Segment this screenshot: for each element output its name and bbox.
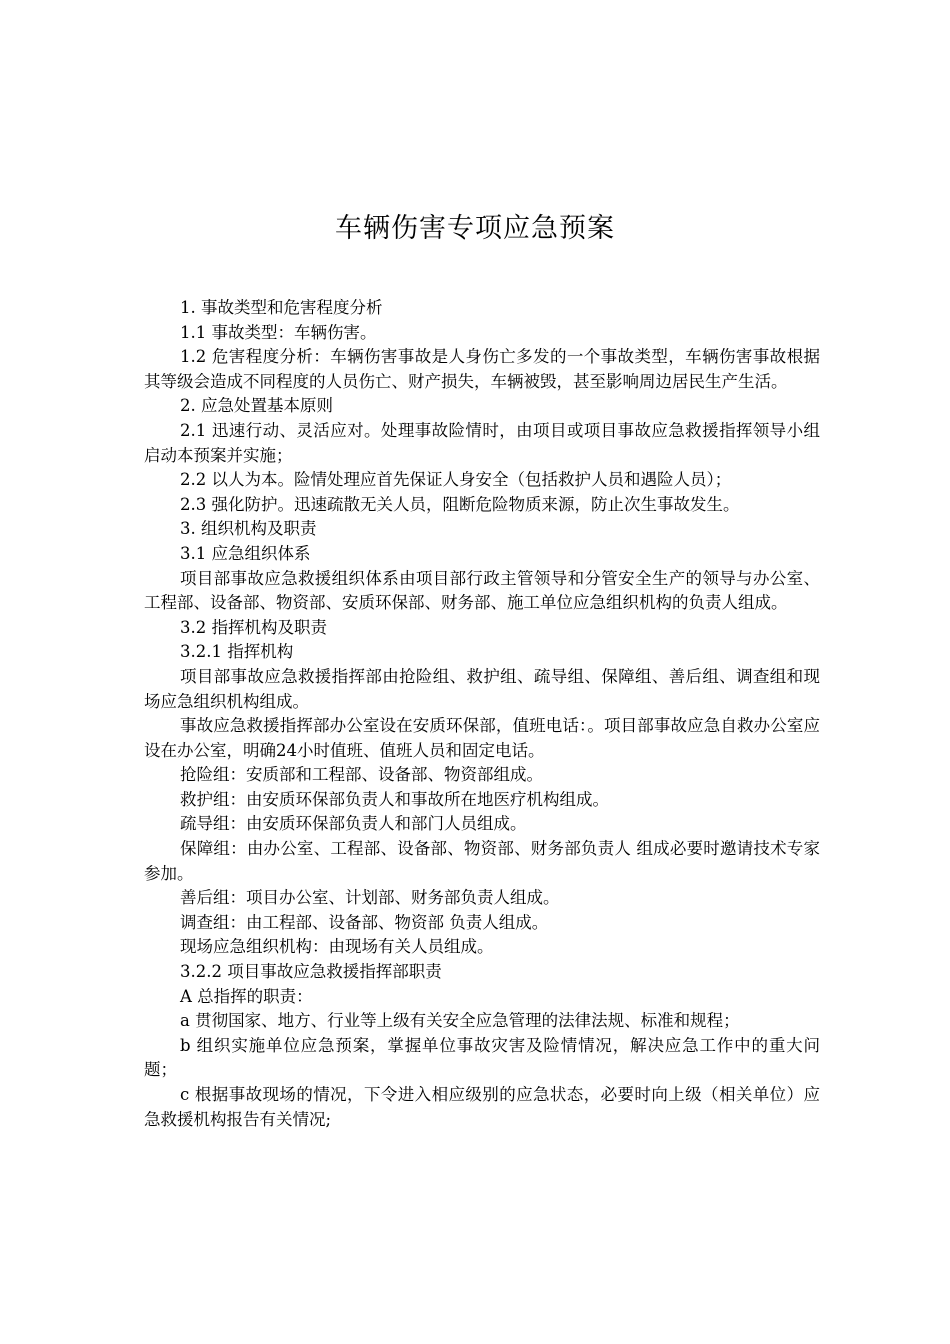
paragraph: 2.3 强化防护。迅速疏散无关人员，阻断危险物质来源，防止次生事故发生。	[180, 494, 740, 514]
paragraph: 3.2.2 项目事故应急救援指挥部职责	[180, 962, 442, 982]
paragraph: 3.2 指挥机构及职责	[180, 617, 327, 637]
paragraph: 3.1 应急组织体系	[180, 543, 311, 563]
paragraph: c 根据事故现场的情况，下令进入相应级别的应急状态，必要时向上级（相关单位）应急救援机构报告有关情况;	[144, 1085, 820, 1129]
paragraph: b 组织实施单位应急预案，掌握单位事故灾害及险情情况，解决应急工作中的重大问题；	[144, 1035, 820, 1080]
paragraph: 2.2 以人为本。险情处理应首先保证人身安全（包括救护人员和遇险人员）；	[180, 470, 732, 490]
paragraph: 调查组：由工程部、设备部、物资部 负责人组成。	[180, 912, 549, 932]
paragraph: a 贯彻国家、地方、行业等上级有关安全应急管理的法律法规、标准和规程；	[180, 1011, 740, 1031]
paragraph: 1.1 事故类型：车辆伤害。	[180, 322, 377, 342]
paragraph: 善后组：项目办公室、计划部、财务部负责人组成。	[180, 888, 560, 908]
paragraph: 2. 应急处置基本原则	[180, 396, 333, 416]
paragraph: 1. 事故类型和危害程度分析	[180, 298, 383, 317]
paragraph: 保障组：由办公室、工程部、设备部、物资部、财务部负责人 组成必要时邀请技术专家参加。	[144, 839, 820, 883]
paragraph: 3. 组织机构及职责	[180, 519, 317, 539]
document-body	[144, 296, 820, 1132]
paragraph: 3.2.1 指挥机构	[180, 642, 294, 662]
paragraph: 2.1 迅速行动、灵活应对。处理事故险情时，由项目或项目事故应急救援指挥领导小组启动本预案并实施；	[144, 420, 820, 465]
paragraph: 现场应急组织机构：由现场有关人员组成。	[180, 937, 494, 957]
paragraph: 项目部事故应急救援指挥部由抢险组、救护组、疏导组、保障组、善后组、调查组和现场应急组织机构组成。	[144, 666, 820, 711]
paragraph: 抢险组：安质部和工程部、设备部、物资部组成。	[180, 765, 543, 785]
paragraph: 1.2 危害程度分析：车辆伤害事故是人身伤亡多发的一个事故类型，车辆伤害事故根据其等级会造成不同程度的人员伤亡、财产损失，车辆被毁，甚至影响周边居民生产生活。	[144, 347, 820, 391]
paragraph: 项目部事故应急救援组织体系由项目部行政主管领导和分管安全生产的领导与办公室、工程部、设备部、物资部、安质环保部、财务部、施工单位应急组织机构的负责人组成。	[144, 568, 820, 613]
paragraph: A 总指挥的职责：	[180, 986, 313, 1006]
document-title: 车辆伤害专项应急预案	[335, 213, 615, 244]
paragraph: 疏导组：由安质环保部负责人和部门人员组成。	[180, 814, 527, 834]
paragraph: 事故应急救援指挥部办公室设在安质环保部，值班电话：。项目部事故应急自救办公室应设在办公室，明确24小时值班、值班人员和固定电话。	[144, 716, 820, 760]
paragraph: 救护组：由安质环保部负责人和事故所在地医疗机构组成。	[180, 789, 609, 809]
